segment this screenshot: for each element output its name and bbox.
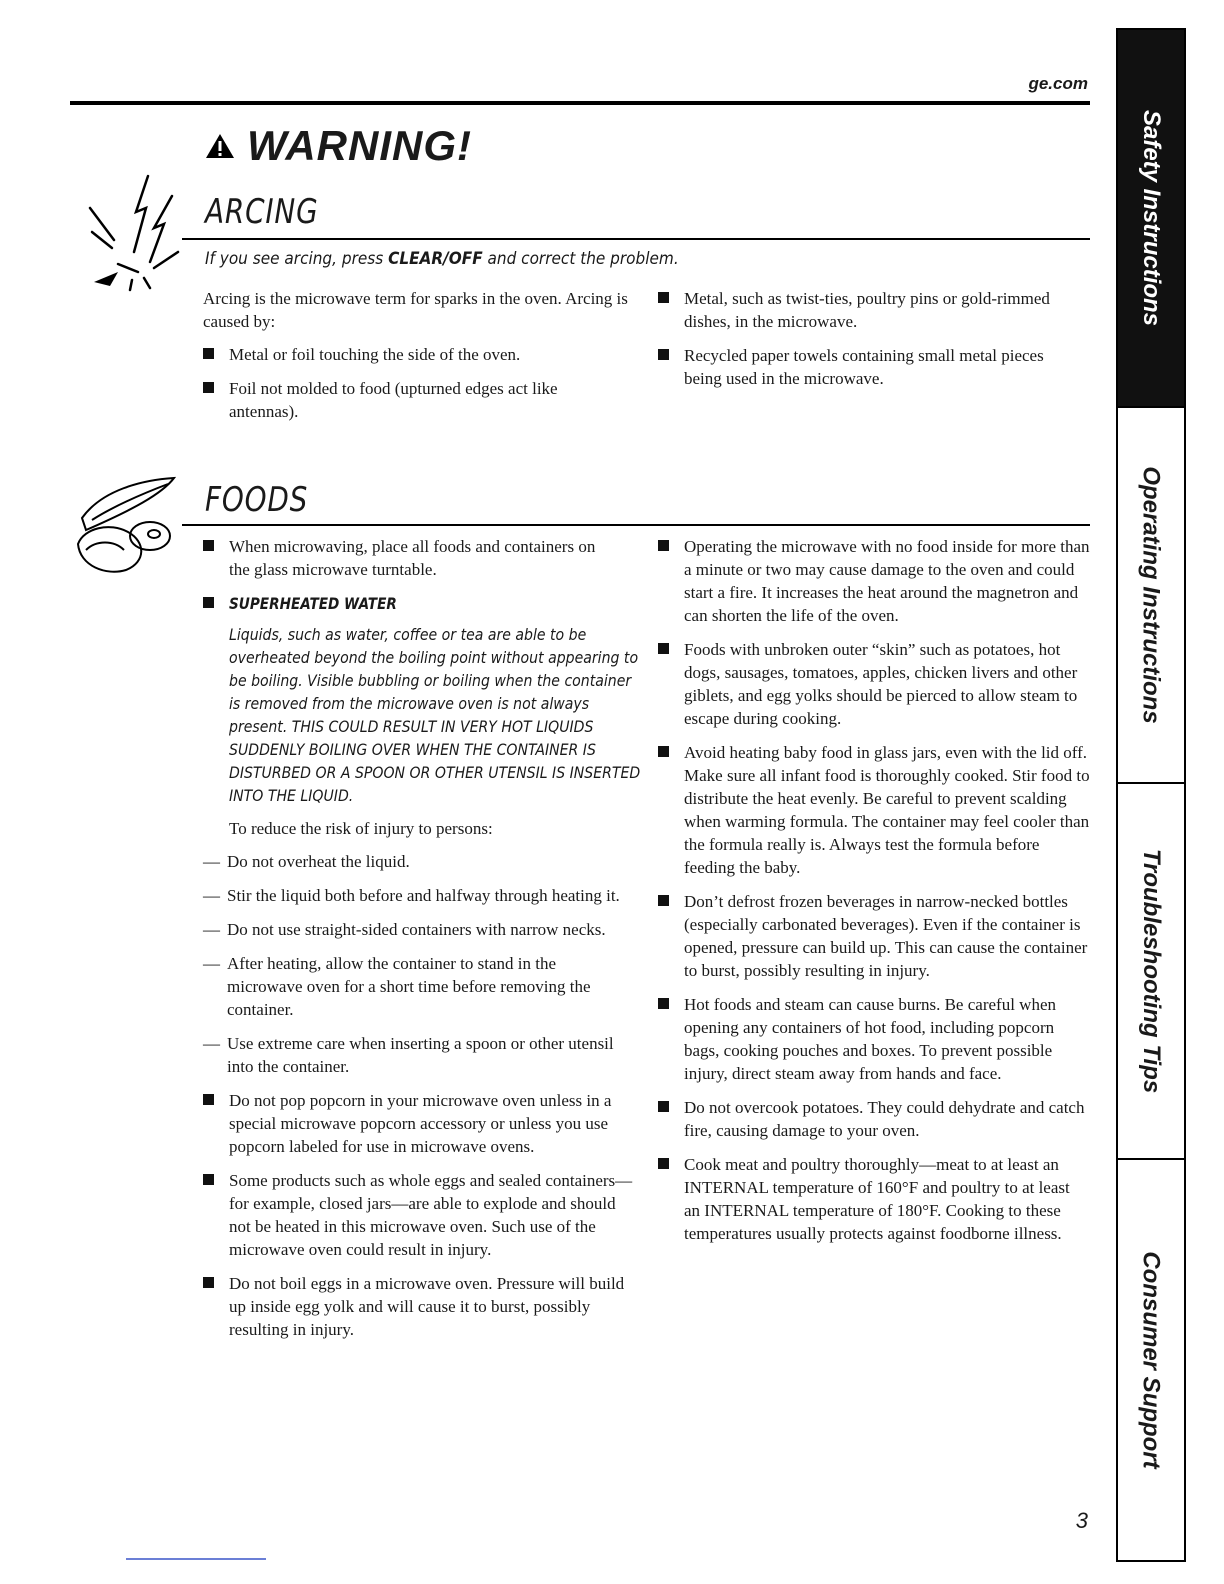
reduce-risk-text: To reduce the risk of injury to persons: — [229, 819, 493, 838]
clear-off-label: CLEAR/OFF — [388, 249, 483, 269]
list-item: Don’t defrost frozen beverages in narrow-necked bottles (especially carbonated beverages). Even if the container is opened, pressure can build up. This can cause the container to burst, possibly resulting in injury. — [658, 890, 1090, 982]
arcing-right-column — [658, 287, 1078, 401]
list-item: Operating the microwave with no food inside for more than a minute or two may cause damage to the oven and could start a fire. It increases the heat around the magnetron and can shorten the life of the oven. — [658, 535, 1090, 627]
top-rule — [70, 101, 1090, 105]
list-item: Foil not molded to food (upturned edges act like antennas). — [203, 377, 629, 423]
foods-left-column — [203, 535, 643, 1352]
list-item: Foods with unbroken outer “skin” such as potatoes, hot dogs, sausages, tomatoes, apples, chicken livers and other giblets, and egg yolks should be pierced to allow steam to escape during cooking. — [658, 638, 1090, 730]
arcing-title: ARCING — [205, 192, 319, 232]
page-number: 3 — [1075, 1508, 1088, 1533]
foods-rule — [182, 524, 1090, 526]
dash-item: — Do not use straight-sided containers with narrow necks. — [203, 920, 606, 939]
foods-title: FOODS — [205, 480, 309, 520]
section-sidebar — [1116, 28, 1186, 1562]
tab-consumer-support[interactable]: Consumer Support — [1138, 1251, 1165, 1469]
food-icon — [62, 470, 194, 578]
arcing-left-column — [203, 287, 643, 434]
list-item: Do not boil eggs in a microwave oven. Pressure will build up inside egg yolk and will cause it to burst, possibly resulting in injury. — [203, 1272, 633, 1341]
list-item: Metal or foil touching the side of the oven. — [203, 343, 643, 366]
superheated-text: Liquids, such as water, coffee or tea are able to be overheated beyond the boiling point without appearing to be boiling. Visible bubbling or boiling when the container is removed from the microwave oven is not always present. THIS COULD RESULT IN VERY HOT LIQUIDS SUDDENLY BOILING OVER WHEN THE CONTAINER IS DISTURBED OR A SPOON OR OTHER UTENSIL IS INSERTED INTO THE LIQUID. — [229, 625, 641, 805]
tab-operating-instructions[interactable]: Operating Instructions — [1118, 408, 1184, 784]
list-item: Avoid heating baby food in glass jars, even with the lid off. Make sure all infant food is thoroughly cooked. Stir food to distribute the heat evenly. Be careful to prevent scalding when warming formula. The container may feel cooler than the formula really is. Always test the formula before feeding the baby. — [658, 741, 1090, 879]
list-item: Do not overcook potatoes. They could dehydrate and catch fire, causing damage to your oven. — [658, 1096, 1090, 1142]
superheated-title: SUPERHEATED WATER — [229, 594, 397, 613]
arcing-subhead: If you see arcing, press CLEAR/OFF and correct the problem. — [205, 249, 679, 269]
list-item: Some products such as whole eggs and sealed containers—for example, closed jars—are able to explode and should not be heated in this microwave oven. Such use of the microwave oven could result in injury. — [203, 1169, 633, 1261]
tab-troubleshooting-tips[interactable]: Troubleshooting Tips — [1118, 784, 1184, 1160]
list-item: Do not pop popcorn in your microwave oven unless in a special microwave popcorn accessory or unless you use popcorn labeled for use in microwave ovens. — [203, 1089, 633, 1158]
tab-safety-instructions[interactable]: Safety Instructions — [1118, 30, 1184, 408]
arcing-lightning-icon — [88, 172, 188, 292]
dash-item: — Stir the liquid both before and halfway through heating it. — [203, 886, 620, 905]
warning-triangle-icon — [205, 133, 235, 159]
warning-title: WARNING! — [247, 122, 472, 169]
list-item: Recycled paper towels containing small metal pieces being used in the microwave. — [658, 344, 1078, 390]
arcing-rule — [182, 238, 1090, 240]
dash-item: — After heating, allow the container to stand in the microwave oven for a short time before removing the container. — [203, 954, 591, 1019]
list-item: Cook meat and poultry thoroughly—meat to at least an INTERNAL temperature of 160°F and poultry to at least an INTERNAL temperature of 180°F. Cooking to these temperatures usually protects against foodborne illness. — [658, 1153, 1090, 1245]
foods-right-column — [658, 535, 1090, 1256]
warning-heading — [205, 122, 472, 170]
arcing-intro: Arcing is the microwave term for sparks in the oven. Arcing is caused by: — [203, 289, 628, 331]
dash-item: — Do not overheat the liquid. — [203, 852, 410, 871]
list-item: Hot foods and steam can cause burns. Be careful when opening any containers of hot food, including popcorn bags, cooking pouches and boxes. To prevent possible injury, direct steam away from hands and face. — [658, 993, 1090, 1085]
site-url: ge.com — [1028, 74, 1088, 93]
list-item: When microwaving, place all foods and containers on the glass microwave turntable. — [203, 535, 609, 581]
footer-link-line — [126, 1558, 266, 1560]
list-item: Metal, such as twist-ties, poultry pins or gold-rimmed dishes, in the microwave. — [658, 287, 1078, 333]
dash-item: — Use extreme care when inserting a spoon or other utensil into the container. — [203, 1034, 614, 1076]
superheated-item — [203, 592, 643, 615]
